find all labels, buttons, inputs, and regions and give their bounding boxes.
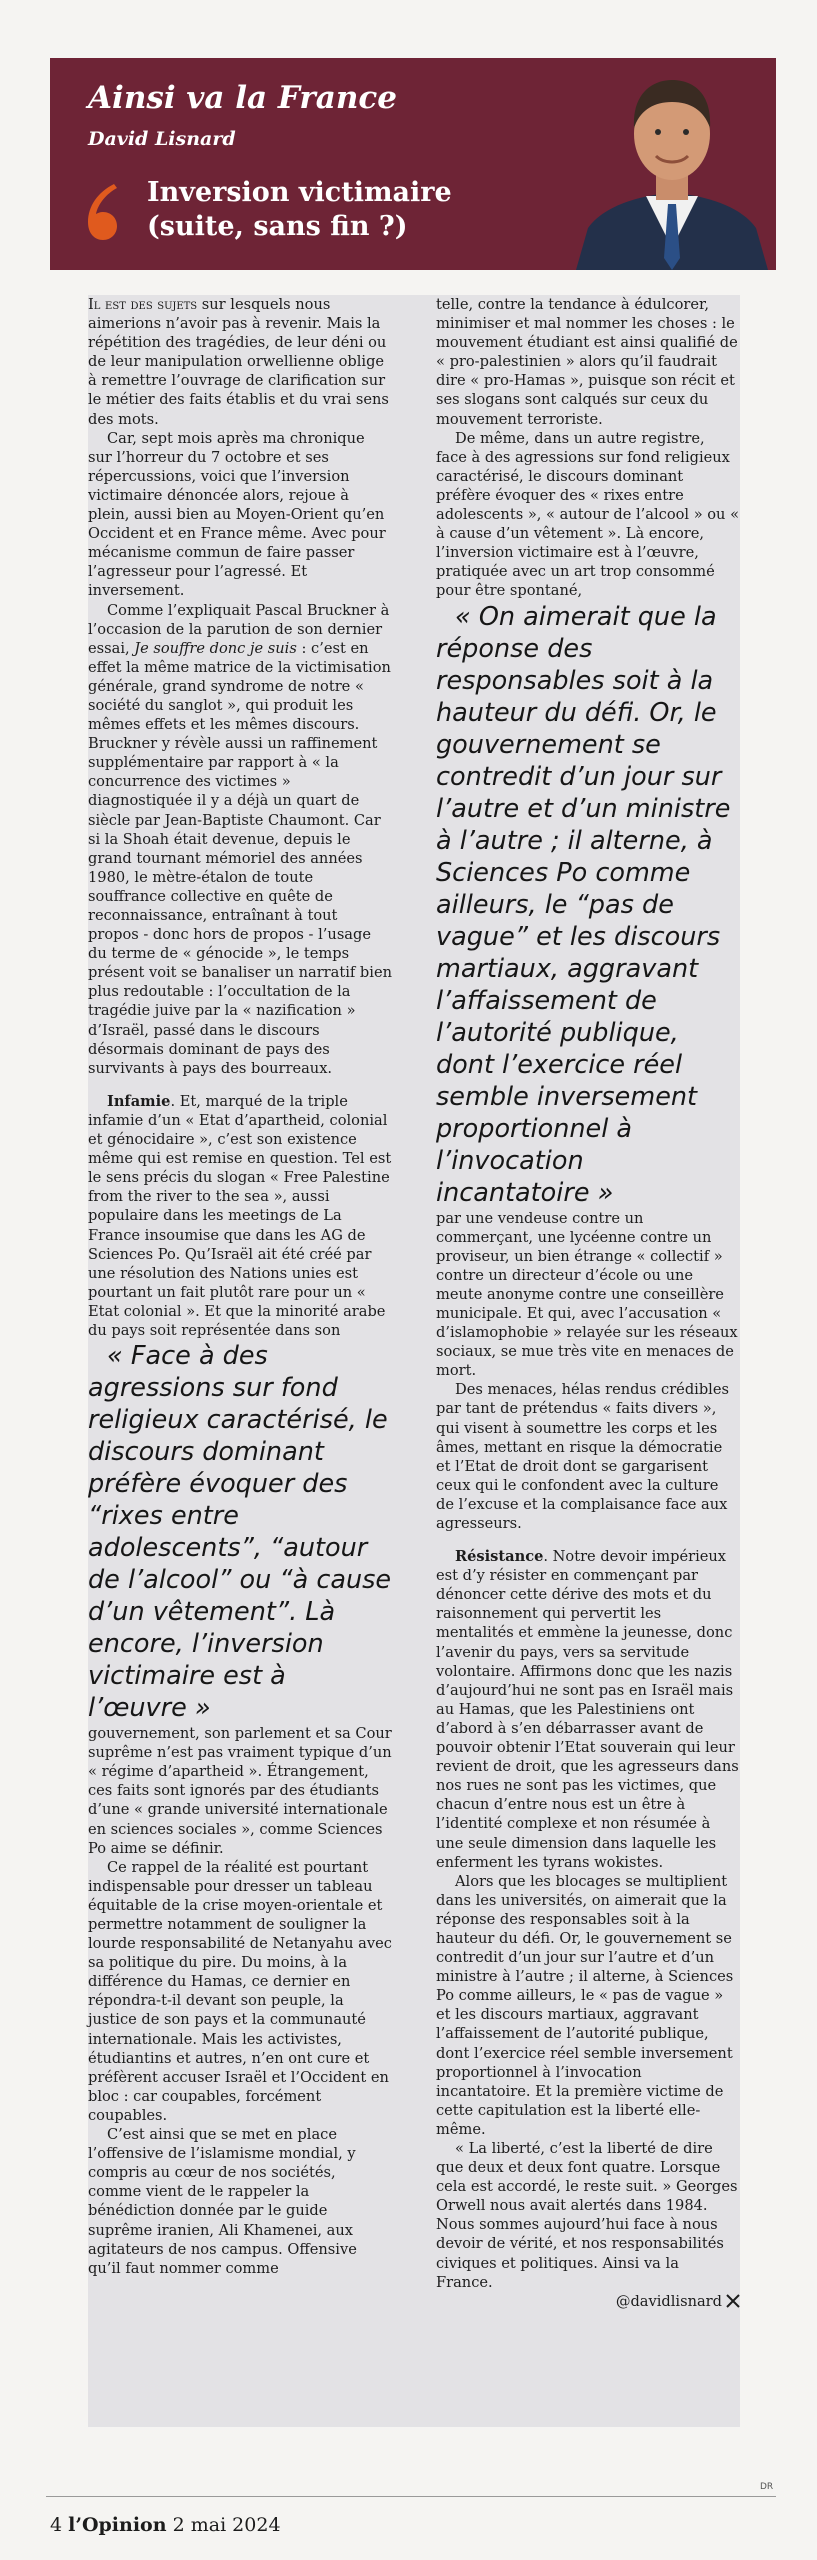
- paragraph-text: sur lesquels nous aimerions n’avoir pas à revenir. Mais la répétition des tragédies, de leur déni ou de leur manipulation orwellienne oblige à remettre l’ouvrage de clarification sur le métier des faits établis et du vrai sens des mots.: [88, 296, 389, 428]
- page-number: 4: [50, 2514, 63, 2536]
- paragraph: par une vendeuse contre un commerçant, une lycéenne contre un proviseur, un bien étrange « collectif » contre un directeur d’école ou une meute anonyme contre une conseillère municipale. Et qui, avec l’accusation « d’islamophobie » relayée sur les réseaux sociaux, se mue très vite en menaces de mort.: [436, 1209, 738, 1380]
- paragraph: gouvernement, son parlement et sa Cour suprême n’est pas vraiment typique d’un « régime d’apartheid ». Étrangement, ces faits sont ignorés par des étudiants d’une « grande université internationale en sciences sociales », comme Sciences Po aime se définir.: [88, 1725, 392, 1857]
- section-lead-infamie: Infamie: [107, 1092, 171, 1110]
- paragraph: C’est ainsi que se met en place l’offensive de l’islamisme mondial, y compris au cœur de nos sociétés, comme vient de le rappeler la bénédiction donnée par le guide suprême iranien, Ali Khamenei, aux agitateurs de nos campus. Offensive qu’il faut nommer comme: [88, 2126, 357, 2277]
- author-photo: [568, 58, 776, 270]
- author-name: David Lisnard: [88, 128, 236, 150]
- article-column-left: [88, 295, 392, 2278]
- x-logo-icon: [726, 2294, 740, 2308]
- paragraph: Alors que les blocages se multiplient dans les universités, on aimerait que la réponse des responsables soit à la hauteur du défi. Or, le gouvernement se contredit d’un jour sur l’autre et d’un ministre à l’autre ; il alterne, à Sciences Po comme ailleurs, le « pas de vague » et les discours martiaux, aggravant l’affaissement de l’autorité publique, dont l’exercice réel semble inversement proportionnel à l’invocation incantatoire. Et la première victime de cette capitulation est la liberté elle-même.: [436, 1872, 734, 2138]
- paragraph: [88, 295, 392, 429]
- quote-mark-icon: [84, 182, 122, 242]
- book-title: Je souffre donc je suis: [134, 639, 297, 657]
- article-headline: Inversion victimaire (suite, sans fin ?): [147, 177, 452, 242]
- paragraph: Ce rappel de la réalité est pourtant indispensable pour dresser un tableau équitable de la crise moyen-orientale et permettre notamment de souligner la lourde responsabilité de Netanyahu avec sa politique du pire. Du moins, à la différence du Hamas, ce dernier en répondra-t-il devant son peuple, la justice de son pays et la communauté internationale. Mais les activistes, étudiantins et autres, n’en ont cure et préfèrent accuser Israël et l’Occident en bloc : car coupables, forcément coupables.: [88, 1858, 392, 2124]
- paragraph-text: Comme l’expliquait Pascal Bruckner à l’occasion de la parution de son dernier essai,: [88, 601, 390, 657]
- column-header-banner: [50, 58, 776, 270]
- paragraph: « La liberté, c’est la liberté de dire que deux et deux font quatre. Lorsque cela est accordé, le reste suit. » Georges Orwell nous avait alertés dans 1984. Nous sommes aujourd’hui face à nous devoir de vérité, et nos responsabilités civiques et politiques. Ainsi va la France.: [436, 2140, 738, 2291]
- paragraph: telle, contre la tendance à édulcorer, minimiser et mal nommer les choses : le mouvement étudiant est ainsi qualifié de « pro-palestinien » alors qu’il faudrait dire « pro-Hamas », puisque son récit et ses slogans sont calqués sur ceux du mouvement terroriste.: [436, 296, 738, 428]
- footer-divider: [46, 2496, 776, 2497]
- column-kicker: Ainsi va la France: [88, 80, 397, 116]
- author-handle: [436, 2292, 740, 2311]
- article-column-right: [436, 295, 740, 2311]
- pull-quote: « Face à des agressions sur fond religieux caractérisé, le discours dominant préfère évoquer des “rixes entre adolescents”, “autour de l’alcool” ou “à cause d’un vêtement”. Là encore, l’inversion victimaire est à l’œuvre »: [88, 1341, 392, 1724]
- paragraph-text: . Et, marqué de la triple infamie d’un « Etat d’apartheid, colonial et génocidaire », c’est son existence même qui est remise en question. Tel est le sens précis du slogan « Free Palestine from the river to the sea », aussi populaire dans les meetings de La France insoumise que dans les AG de Sciences Po. Qu’Israël ait été créé par une résolution des Nations unies est pourtant un fait plutôt rare pour un « Etat colonial ». Et que la minorité arabe du pays soit représentée dans son: [88, 1092, 392, 1339]
- photo-credit: DR: [760, 2482, 774, 2492]
- paragraph: [436, 1547, 740, 1872]
- page-footer: [50, 2514, 281, 2536]
- paragraph: Des menaces, hélas rendus crédibles par tant de prétendus « faits divers », qui visent à soumettre les corps et les âmes, mettant en risque la démocratie et l’Etat de droit dont se gargarisent ceux qui le confondent avec la culture de l’excuse et la complaisance face aux agresseurs.: [436, 1381, 729, 1532]
- newspaper-name: l’Opinion: [68, 2514, 167, 2536]
- lead-in: Il est des sujets: [88, 296, 198, 313]
- paragraph-text: . Notre devoir impérieux est d’y résister en commençant par dénoncer cette dérive des mots et du raisonnement qui pervertit les mentalités et emmène la jeunesse, donc l’avenir du pays, vers sa servitude volontaire. Affirmons donc que les nazis d’aujourd’hui ne sont pas en Israël mais au Hamas, que les Palestiniens ont d’abord à s’en débarrasser avant de pouvoir obtenir l’Etat souverain qui leur revient de droit, que les agresseurs dans nos rues ne sont pas les victimes, que chacun d’entre nous est un être à l’identité complexe et non résumée à une seule dimension dans laquelle les enferment les tyrans wokistes.: [436, 1548, 739, 1871]
- paragraph-text: : c’est en effet la même matrice de la victimisation générale, grand syndrome de notre « société du sanglot », qui produit les mêmes effets et les mêmes discours. Bruckner y révèle aussi un raffinement supplémentaire par rapport à « la concurrence des victimes » diagnostiquée il y a déjà un quart de siècle par Jean-Baptiste Chaumont. Car si la Shoah était devenue, depuis le grand tournant mémoriel des années 1980, le mètre-étalon de toute souffrance collective en quête de reconnaissance, entraînant à tout propos - donc hors de propos - l’usage du terme de « génocide », le temps présent voit se banaliser un narratif bien plus redoutable : l’occultation de la tragédie juive par la « nazification » d’Israël, passé dans le discours désormais dominant de pays des survivants à pays des bourreaux.: [88, 639, 392, 1077]
- handle-text: @davidlisnard: [615, 2292, 722, 2310]
- pull-quote: « On aimerait que la réponse des responsables soit à la hauteur du défi. Or, le gouvernement se contredit d’un jour sur l’autre et d’un ministre à l’autre ; il alterne, à Sciences Po comme ailleurs, le “pas de vague” et les discours martiaux, aggravant l’affaissement de l’autorité publique, dont l’exercice réel semble inversement proportionnel à l’invocation incantatoire »: [436, 601, 731, 1208]
- issue-date: 2 mai 2024: [172, 2514, 281, 2536]
- paragraph: De même, dans un autre registre, face à des agressions sur fond religieux caractérisé, le discours dominant préfère évoquer des « rixes entre adolescents », « autour de l’alcool » ou « à cause d’un vêtement ». Là encore, l’inversion victimaire est à l’œuvre, pratiquée avec un art trop consommé pour être spontané,: [436, 429, 740, 600]
- paragraph: Car, sept mois après ma chronique sur l’horreur du 7 octobre et ses répercussions, voici que l’inversion victimaire dénoncée alors, rejoue à plein, aussi bien au Moyen-Orient qu’en Occident et en France même. Avec pour mécanisme commun de faire passer l’agresseur pour l’agressé. Et inversement.: [88, 429, 386, 600]
- article-body: [88, 295, 740, 2427]
- paragraph: [88, 1092, 392, 1340]
- section-lead-resistance: Résistance: [455, 1548, 544, 1566]
- paragraph: [88, 601, 392, 1078]
